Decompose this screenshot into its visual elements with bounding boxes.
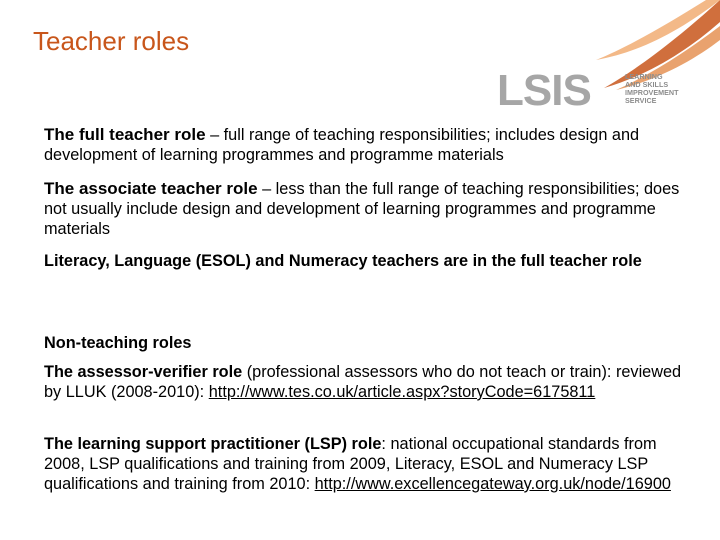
full-teacher-role-term: The full teacher role — [44, 125, 206, 144]
lsp-paragraph — [44, 434, 694, 494]
logo-subtitle: LEARNING AND SKILLS IMPROVEMENT SERVICE — [625, 72, 679, 105]
lsp-text: : national occupational standards from 2008, LSP qualifications and training from 2009, Literacy, ESOL and Numeracy LSP qualifications and training from 2010: — [44, 435, 657, 493]
associate-teacher-role-paragraph — [44, 179, 694, 239]
associate-teacher-role-term: The associate teacher role — [44, 179, 258, 198]
full-teacher-role-text: – full range of teaching responsibilities; includes design and development of learning programmes and programme materials — [44, 126, 640, 164]
assessor-verifier-term: The assessor-verifier role — [44, 363, 243, 381]
lsp-term: The learning support practitioner (LSP) role — [44, 435, 382, 453]
tes-article-link[interactable]: http://www.tes.co.uk/article.aspx?storyCode=6175811 — [208, 383, 596, 401]
full-teacher-role-paragraph — [44, 125, 694, 165]
page-title: Teacher roles — [33, 26, 190, 56]
assessor-verifier-text: (professional assessors who do not teach or train): reviewed by LLUK (2008-2010): — [44, 363, 682, 401]
lln-teachers-paragraph: Literacy, Language (ESOL) and Numeracy teachers are in the full teacher role — [44, 252, 642, 270]
non-teaching-heading: Non-teaching roles — [44, 334, 192, 352]
logo-wordmark: LSIS — [497, 66, 591, 115]
associate-teacher-role-text: – less than the full range of teaching responsibilities; does not usually include design and development of learning programmes and programme materials — [44, 180, 680, 238]
assessor-verifier-paragraph — [44, 362, 694, 402]
excellence-gateway-link[interactable]: http://www.excellencegateway.org.uk/node/16900 — [314, 475, 671, 493]
lsis-logo — [497, 66, 679, 115]
